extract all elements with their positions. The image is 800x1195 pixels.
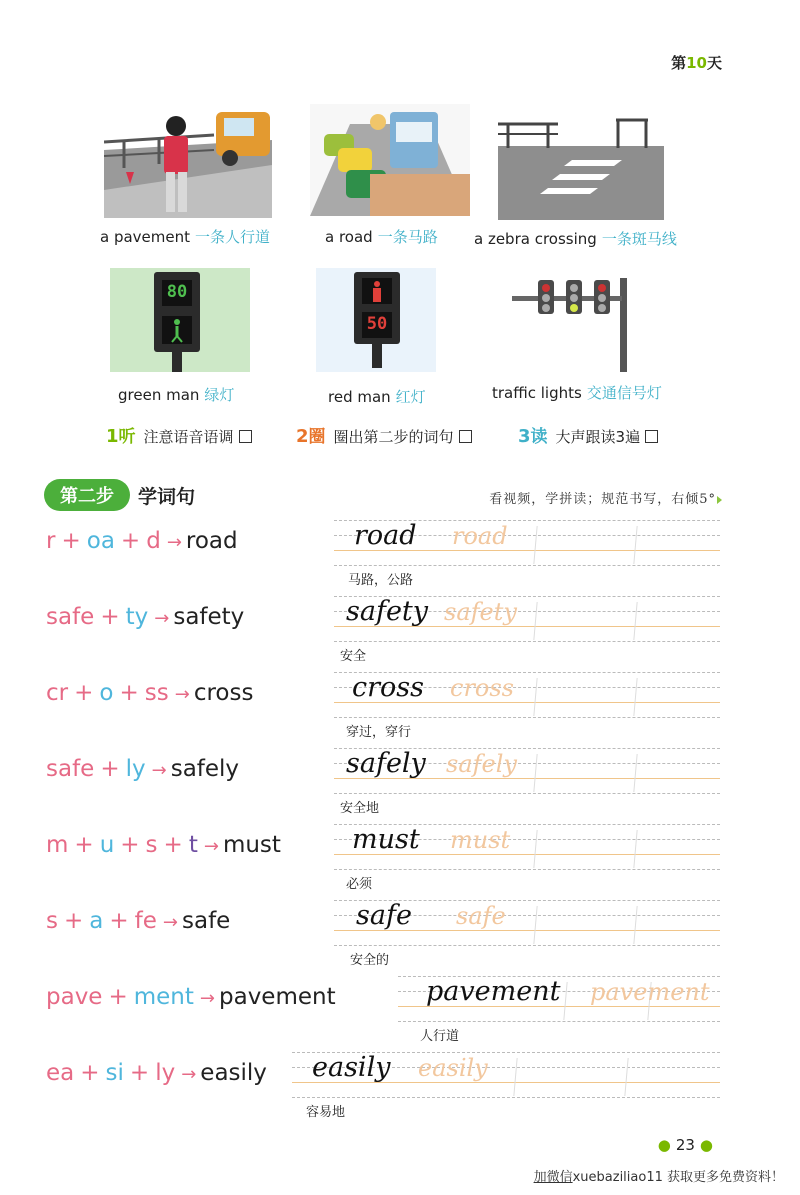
trace-word: road — [452, 522, 508, 550]
word-gloss: 容易地 — [306, 1105, 346, 1120]
phonics-part: ly — [155, 1060, 176, 1086]
guide-line — [334, 717, 720, 718]
arrow-icon: → — [181, 1064, 197, 1085]
slant-guide — [513, 1058, 517, 1096]
page-number — [653, 1136, 718, 1154]
trace-word: must — [450, 826, 511, 854]
guide-line — [334, 565, 720, 566]
caption-green-man — [118, 384, 234, 405]
plus-sign: + — [74, 832, 94, 858]
plus-sign: + — [108, 984, 128, 1010]
phonics-formula — [46, 680, 253, 706]
plus-sign: + — [119, 680, 139, 706]
trace-word: cross — [450, 674, 514, 702]
task-read — [518, 422, 658, 447]
phonics-part: m — [46, 832, 69, 858]
slant-guide — [533, 526, 537, 564]
model-word: must — [352, 824, 420, 855]
phonics-part: o — [99, 680, 114, 706]
plus-sign: + — [100, 756, 120, 782]
model-word: road — [354, 520, 417, 551]
caption-en: a pavement — [100, 228, 191, 246]
trace-word: safety — [444, 598, 517, 626]
plus-sign: + — [129, 1060, 150, 1086]
caption-zh: 一条人行道 — [195, 228, 271, 246]
slant-guide — [533, 678, 537, 716]
word-gloss: 马路，公路 — [348, 573, 414, 588]
plus-sign: + — [74, 680, 94, 706]
phonics-formula — [46, 908, 230, 934]
page-number-value: 23 — [675, 1136, 695, 1154]
phonics-part: s — [145, 832, 158, 858]
footer-note-link[interactable]: 加微信 — [533, 1170, 573, 1185]
task-circle — [296, 422, 472, 447]
result-word: road — [185, 528, 238, 554]
caption-zh: 红灯 — [395, 388, 426, 406]
phonics-part: fe — [134, 908, 157, 934]
phonics-part: ly — [125, 756, 146, 782]
plus-sign: + — [120, 832, 140, 858]
phonics-formula — [46, 528, 238, 554]
step-title: 学词句 — [138, 486, 196, 508]
result-word: pavement — [219, 984, 336, 1010]
phonics-part: pave — [46, 984, 103, 1010]
result-word: easily — [200, 1060, 267, 1086]
slant-guide — [533, 602, 537, 640]
zebra-crossing-picture — [498, 116, 664, 220]
day-number: 10 — [686, 54, 707, 72]
footer-note-text: xuebaziliao11 获取更多免费资料！ — [572, 1170, 784, 1185]
caption-red-man — [328, 386, 426, 407]
phonics-formula — [46, 984, 336, 1010]
phonics-part: t — [188, 832, 198, 858]
task-number: 2 — [296, 426, 309, 447]
phonics-part: ss — [144, 680, 169, 706]
task-text: 注意语音语调 — [143, 428, 234, 446]
phonics-part: r — [46, 528, 56, 554]
step-pill: 第二步 — [44, 479, 130, 511]
pavement-picture — [104, 110, 272, 218]
trace-word: safe — [456, 902, 506, 930]
phonics-part: d — [146, 528, 161, 554]
caption-road — [325, 226, 438, 247]
slant-guide — [533, 754, 537, 792]
arrow-icon: → — [199, 988, 215, 1009]
slant-guide — [633, 906, 637, 944]
guide-line — [292, 1097, 720, 1098]
step-note: 看视频，学拼读；规范书写，右倾5° — [489, 492, 716, 507]
task-verb: 读 — [530, 427, 548, 447]
guide-line — [398, 1021, 720, 1022]
plus-sign: + — [63, 908, 84, 934]
phonics-part: ty — [125, 604, 149, 630]
result-word: must — [222, 832, 281, 858]
phonics-formula — [46, 1060, 267, 1086]
phonics-formula — [46, 832, 281, 858]
caption-zh: 绿灯 — [204, 386, 235, 404]
caption-en: green man — [118, 386, 200, 404]
task-verb: 圈 — [308, 427, 326, 447]
red-man-picture — [316, 268, 436, 372]
caption-zh: 交通信号灯 — [586, 384, 662, 402]
caption-zh: 一条马路 — [377, 228, 438, 246]
phonics-part: cr — [46, 680, 69, 706]
plus-sign: + — [120, 528, 141, 554]
model-word: safety — [346, 596, 429, 627]
plus-sign: + — [163, 832, 183, 858]
caption-en: traffic lights — [492, 384, 582, 402]
traffic-lights-picture — [512, 272, 632, 376]
plus-sign: + — [109, 908, 129, 934]
phonics-part: oa — [86, 528, 115, 554]
caption-zh: 一条斑马线 — [601, 230, 677, 248]
green-signal-count: 80 — [166, 282, 188, 302]
day-suffix: 天 — [706, 54, 722, 72]
phonics-part: ea — [46, 1060, 75, 1086]
slant-guide — [533, 830, 537, 868]
green-man-picture — [110, 268, 250, 372]
trace-word: pavement — [590, 978, 710, 1006]
model-word: easily — [312, 1052, 391, 1083]
arrow-icon: → — [174, 684, 190, 705]
trace-word: safely — [446, 750, 517, 778]
phonics-part: a — [89, 908, 104, 934]
task-number: 1 — [106, 426, 119, 447]
result-word: cross — [193, 680, 254, 706]
result-word: safely — [170, 756, 240, 782]
arrow-icon: → — [151, 760, 167, 781]
task-text: 圈出第二步的词句 — [333, 428, 454, 446]
phonics-part: safe — [46, 604, 95, 630]
result-word: safety — [173, 604, 245, 630]
word-gloss: 安全地 — [340, 801, 380, 816]
caption-en: red man — [328, 388, 391, 406]
slant-guide — [624, 1058, 628, 1096]
task-checkbox[interactable] — [239, 430, 252, 443]
model-word: safe — [356, 900, 412, 931]
result-word: safe — [182, 908, 231, 934]
slant-guide — [633, 754, 637, 792]
plus-sign: + — [80, 1060, 100, 1086]
model-word: pavement — [426, 976, 561, 1007]
slant-guide — [633, 526, 637, 564]
word-gloss: 人行道 — [420, 1029, 460, 1044]
dot-icon: ● — [699, 1136, 713, 1154]
model-word: safely — [346, 748, 426, 779]
day-label — [671, 52, 722, 73]
caption-en: a zebra crossing — [474, 230, 597, 248]
dot-icon: ● — [657, 1136, 671, 1154]
phonics-part: s — [46, 908, 58, 934]
guide-line — [334, 793, 720, 794]
plus-sign: + — [61, 528, 81, 554]
task-text: 大声跟读3遍 — [555, 428, 641, 446]
phonics-formula — [46, 756, 239, 782]
phonics-part: si — [105, 1060, 124, 1086]
caption-en: a road — [325, 228, 373, 246]
word-gloss: 安全的 — [350, 953, 390, 968]
caption-zebra-crossing — [474, 228, 677, 249]
trace-word: easily — [418, 1054, 488, 1082]
arrow-icon: → — [166, 532, 182, 553]
slant-guide — [633, 602, 637, 640]
arrow-icon: → — [203, 836, 219, 857]
slant-guide — [633, 678, 637, 716]
task-verb: 听 — [118, 427, 136, 447]
task-checkbox[interactable] — [459, 430, 472, 443]
footer-note — [534, 1166, 784, 1185]
guide-line — [334, 641, 720, 642]
road-picture — [310, 104, 470, 216]
phonics-part: u — [99, 832, 115, 858]
arrow-icon: → — [162, 912, 178, 933]
day-prefix: 第 — [671, 54, 687, 72]
arrow-icon: → — [154, 608, 170, 629]
slant-guide — [533, 906, 537, 944]
phonics-formula — [46, 604, 244, 630]
phonics-part: ment — [133, 984, 194, 1010]
task-checkbox[interactable] — [645, 430, 658, 443]
red-signal-count: 50 — [366, 314, 388, 334]
task-number: 3 — [518, 426, 531, 447]
model-word: cross — [352, 672, 424, 703]
triangle-icon — [717, 496, 722, 504]
caption-pavement — [100, 226, 270, 247]
guide-line — [334, 869, 720, 870]
task-listen — [106, 422, 252, 447]
word-gloss: 必须 — [346, 877, 373, 892]
slant-guide — [563, 982, 567, 1020]
word-gloss: 安全 — [340, 649, 367, 664]
slant-guide — [633, 830, 637, 868]
word-gloss: 穿过，穿行 — [346, 725, 412, 740]
phonics-part: safe — [46, 756, 95, 782]
guide-line — [334, 945, 720, 946]
plus-sign: + — [100, 604, 120, 630]
caption-traffic-lights — [492, 382, 662, 403]
